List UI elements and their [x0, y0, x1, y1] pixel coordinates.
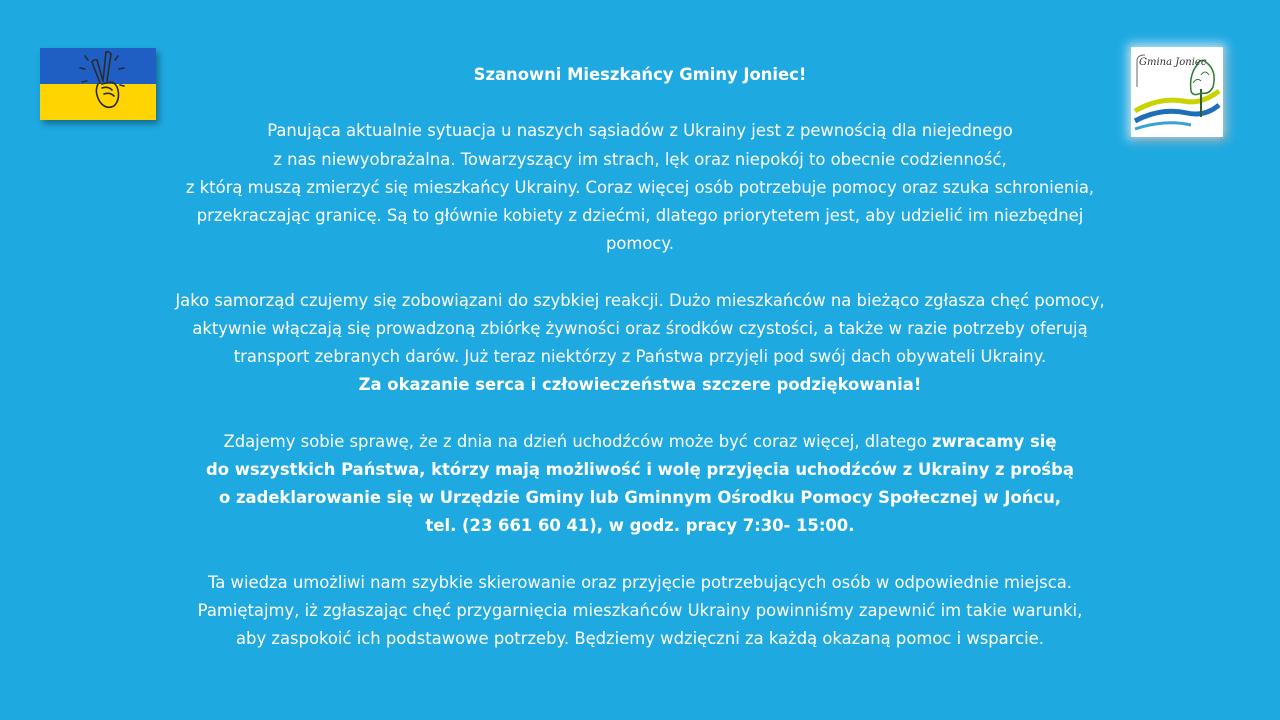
paragraph-3	[60, 428, 1220, 541]
text-line: Ta wiedza umożliwi nam szybkie skierowanie oraz przyjęcie potrzebujących osób w odpowiednie miejsca.	[208, 572, 1072, 592]
bold-text: zwracamy się	[931, 431, 1057, 451]
paragraph-2	[60, 287, 1220, 400]
letter-body	[60, 61, 1220, 653]
spacer	[60, 399, 1220, 427]
spacer	[60, 258, 1220, 286]
text-line	[60, 428, 1220, 456]
text-line: aby zaspokoić ich podstawowe potrzeby. Będziemy wdzięczni za każdą okazaną pomoc i wsparcie.	[236, 629, 1044, 648]
letter-title: Szanowni Mieszkańcy Gminy Joniec!	[473, 65, 807, 84]
spacer	[60, 89, 1220, 117]
intro-text: Zdajemy sobie sprawę, że z dnia na dzień uchodźców może być coraz więcej, dlatego	[223, 431, 932, 451]
text-line: transport zebranych darów. Już teraz niektórzy z Państwa przyjęli pod swój dach obywateli Ukrainy.	[233, 347, 1047, 366]
text-line: przekraczając granicę. Są to głównie kobiety z dziećmi, dlatego priorytetem jest, aby udzielić im niezbędnej	[196, 206, 1084, 225]
paragraph-1	[60, 117, 1220, 258]
text-line: Jako samorząd czujemy się zobowiązani do szybkiej reakcji. Dużo mieszkańców na bieżąco zgłasza chęć pomocy,	[175, 290, 1105, 310]
contact-line: tel. (23 661 60 41), w godz. pracy 7:30- 15:00.	[425, 516, 855, 536]
text-line: Pamiętajmy, iż zgłaszając chęć przygarnięcia mieszkańców Ukrainy powinniśmy zapewnić im takie warunki,	[197, 600, 1083, 620]
text-line: aktywnie włączają się prowadzoną zbiórkę żywności oraz środków czystości, a także w razie potrzeby oferują	[192, 318, 1088, 338]
text-line: pomocy.	[605, 234, 674, 254]
thanks-line: Za okazanie serca i człowieczeństwa szczere podziękowania!	[358, 375, 922, 395]
text-line: Panująca aktualnie sytuacja u naszych sąsiadów z Ukrainy jest z pewnością dla niejednego	[267, 121, 1013, 141]
text-line: o zadeklarowanie się w Urzędzie Gminy lub Gminnym Ośrodku Pomocy Społecznej w Jońcu,	[219, 488, 1061, 507]
text-line: z nas niewyobrażalna. Towarzyszący im strach, lęk oraz niepokój to obecnie codzienność,	[273, 149, 1007, 169]
logo-text: Gmina Joniec	[1139, 57, 1207, 68]
spacer	[60, 540, 1220, 568]
text-line: z którą muszą zmierzyć się mieszkańcy Ukrainy. Coraz więcej osób potrzebuje pomocy oraz szuka schronienia,	[185, 177, 1095, 197]
paragraph-4	[60, 569, 1220, 654]
text-line: do wszystkich Państwa, którzy mają możliwość i wolę przyjęcia uchodźców z Ukrainy z prośbą	[206, 459, 1074, 479]
